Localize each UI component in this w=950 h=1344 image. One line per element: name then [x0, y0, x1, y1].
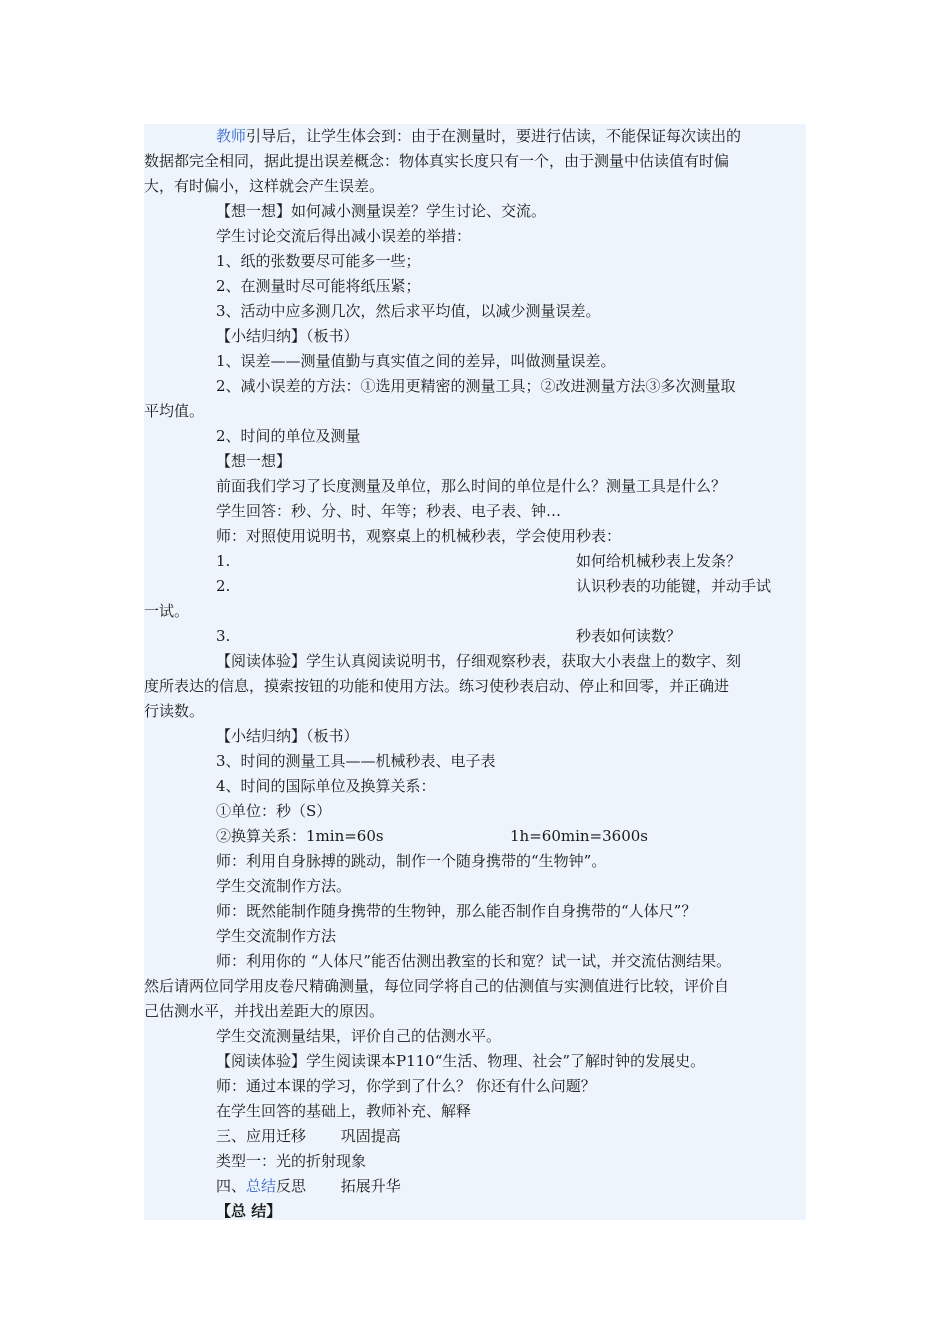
text-line: 大，有时偏小，这样就会产生误差。 — [144, 177, 385, 195]
list-item: 4、时间的国际单位及换算关系： — [216, 777, 436, 795]
text-line: 师：通过本课的学习，你学到了什么？ 你还有什么问题？ — [216, 1077, 596, 1095]
section-heading: 【小结归纳】（板书） — [216, 327, 359, 345]
text-line: 学生交流制作方法。 — [216, 877, 352, 895]
item-text: 秒表如何读数？ — [576, 627, 682, 645]
list-item: 3、时间的测量工具——机械秒表、电子表 — [216, 752, 496, 770]
list-item — [144, 824, 804, 849]
text-line: 师：利用自身脉搏的跳动，制作一个随身携带的“生物钟”。 — [216, 852, 607, 870]
text-line: 然后请两位同学用皮卷尺精确测量，每位同学将自己的估测值与实测值进行比较，评价自 — [144, 977, 730, 995]
text-line: 数据都完全相同，据此提出误差概念：物体真实长度只有一个，由于测量中估读值有时偏 — [144, 152, 730, 170]
section-heading — [144, 1174, 804, 1199]
section-heading: 【想一想】 — [216, 452, 292, 470]
summary-link[interactable]: 总结 — [246, 1177, 277, 1195]
item-number: 3. — [216, 627, 231, 645]
numbered-item — [144, 574, 804, 599]
section-heading: 2、时间的单位及测量 — [216, 427, 361, 445]
list-item: 1、误差——测量值勤与真实值之间的差异，叫做测量误差。 — [216, 352, 616, 370]
text-line: 学生回答：秒、分、时、年等；秒表、电子表、钟… — [216, 502, 562, 520]
numbered-item — [144, 624, 804, 649]
item-text: 认识秒表的功能键，并动手试 — [576, 577, 772, 595]
text-line: 【阅读体验】学生认真阅读说明书，仔细观察秒表，获取大小表盘上的数字、刻 — [216, 652, 742, 670]
numbered-item — [144, 549, 804, 574]
text-fragment: 反思 拓展升华 — [276, 1177, 401, 1195]
conversion-hour: 1h=60min=3600s — [510, 827, 648, 845]
text-line: 平均值。 — [144, 402, 205, 420]
text-line: 师：对照使用说明书，观察桌上的机械秒表，学会使用秒表： — [216, 527, 622, 545]
text-line: 己估测水平，并找出差距大的原因。 — [144, 1002, 385, 1020]
text-line: 行读数。 — [144, 702, 205, 720]
text-fragment: 四、 — [216, 1177, 247, 1195]
conversion-minute: ②换算关系：1min=60s — [216, 827, 384, 845]
text-line: 度所表达的信息，摸索按钮的功能和使用方法。练习使秒表启动、停止和回零，并正确进 — [144, 677, 730, 695]
document-body — [144, 124, 804, 1224]
list-item: 2、在测量时尽可能将纸压紧； — [216, 277, 421, 295]
list-item: 1、纸的张数要尽可能多一些； — [216, 252, 421, 270]
teacher-link[interactable]: 教师 — [216, 127, 247, 145]
section-heading: 三、应用迁移 巩固提高 — [216, 1127, 401, 1145]
section-heading: 【小结归纳】（板书） — [216, 727, 359, 745]
text-line: 前面我们学习了长度测量及单位，那么时间的单位是什么？测量工具是什么？ — [216, 477, 727, 495]
section-heading: 【总 结】 — [216, 1202, 282, 1220]
paragraph-error-intro — [144, 124, 804, 149]
text-line: 【想一想】如何减小测量误差？学生讨论、交流。 — [216, 202, 547, 220]
text-line: 师：利用你的 “人体尺”能否估测出教室的长和宽？试一试，并交流估测结果。 — [216, 952, 732, 970]
text-line: 类型一：光的折射现象 — [216, 1152, 367, 1170]
text-line: 学生交流测量结果，评价自己的估测水平。 — [216, 1027, 502, 1045]
text-line: 学生讨论交流后得出减小误差的举措： — [216, 227, 472, 245]
item-text: 如何给机械秒表上发条？ — [576, 552, 742, 570]
list-item: ①单位：秒（S） — [216, 802, 332, 820]
item-number: 2. — [216, 577, 231, 595]
list-item: 3、活动中应多测几次，然后求平均值，以减少测量误差。 — [216, 302, 601, 320]
text-line: 引导后，让学生体会到：由于在测量时，要进行估读，不能保证每次读出的 — [246, 127, 742, 145]
text-line: 学生交流制作方法 — [216, 927, 337, 945]
text-line: 一试。 — [144, 602, 190, 620]
text-line: 【阅读体验】学生阅读课本P110“生活、物理、社会”了解时钟的发展史。 — [216, 1052, 706, 1070]
text-line: 师：既然能制作随身携带的生物钟，那么能否制作自身携带的“人体尺”？ — [216, 902, 697, 920]
text-line: 在学生回答的基础上，教师补充、解释 — [216, 1102, 472, 1120]
list-item: 2、减小误差的方法：①选用更精密的测量工具；②改进测量方法③多次测量取 — [216, 377, 736, 395]
item-number: 1. — [216, 552, 231, 570]
